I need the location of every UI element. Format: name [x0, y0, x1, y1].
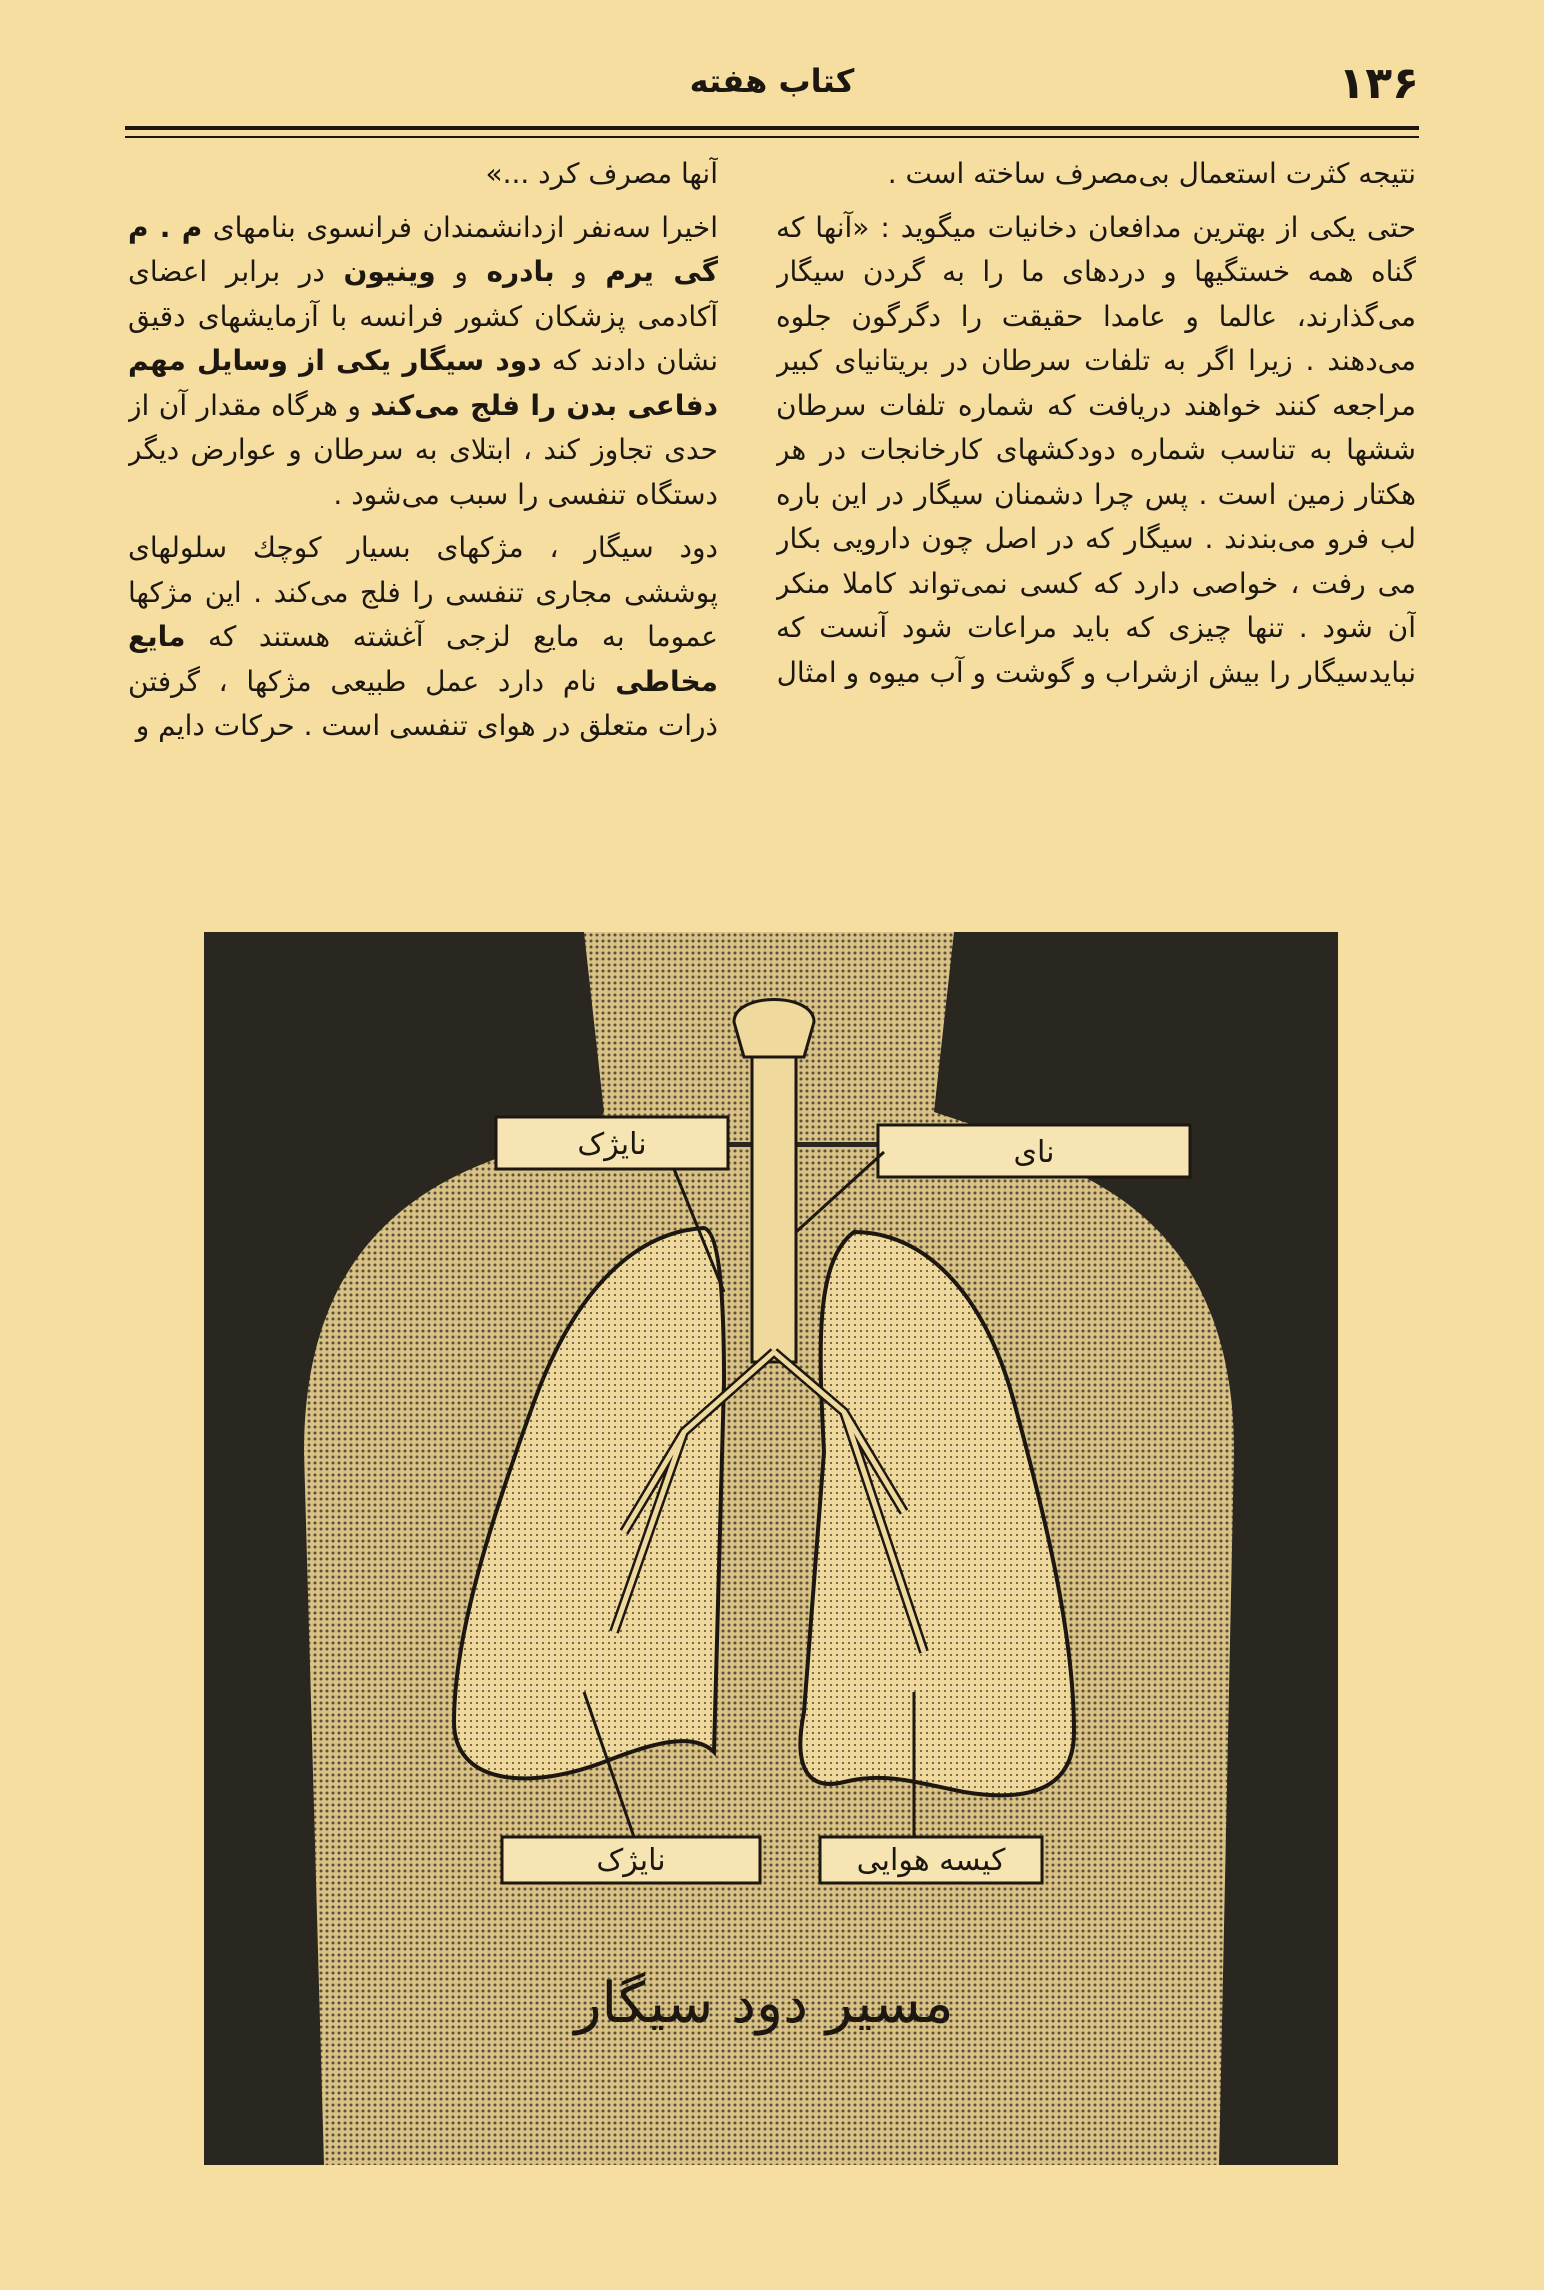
running-title: کتاب هفته: [689, 62, 855, 100]
text-run: نام دارد عمل طبیعی مژکها ، گرفتن ذرات متعلق در هوای تنفسی است . حرکات دایم و: [128, 664, 718, 742]
page-header: [125, 52, 1419, 132]
text-run: و: [554, 255, 606, 288]
scientist-names: م . م گی یرم: [128, 210, 718, 288]
header-rule: [125, 126, 1419, 130]
larynx: [734, 1000, 814, 1058]
paragraph: [128, 526, 718, 749]
trachea: [752, 1052, 796, 1362]
paragraph: آنها مصرف کرد ...»: [485, 157, 718, 190]
text-run: اخیرا سه‌نفر ازدانشمندان فرانسوی بنامهای: [202, 210, 718, 244]
figure-label: نایژک: [596, 1843, 666, 1878]
figure-label: نایژک: [577, 1127, 647, 1162]
scientist-name: بادره: [486, 255, 555, 288]
paragraph: [128, 206, 718, 518]
text-column-left: [128, 152, 718, 922]
header-rule-thin: [125, 136, 1419, 138]
lungs-diagram: [204, 932, 1338, 2165]
figure-label: کیسه هوایی: [856, 1843, 1006, 1878]
paragraph: نتیجه کثرت استعمال بی‌مصرف ساخته است .: [887, 157, 1416, 190]
lungs-illustration: [204, 932, 1338, 2165]
emphasized-text: مایع مخاطی: [128, 620, 718, 698]
figure-caption: مسیر دود سیگار: [574, 1971, 954, 2036]
text-run: و: [435, 255, 487, 288]
page-number: ۱۳۶: [1338, 58, 1419, 109]
text-column-right: [776, 152, 1416, 922]
text-run: و هرگاه مقدار آن از حدی تجاوز کند ، ابتلای به سرطان و عوارض دیگر دستگاه تنفسی را سبب می‌شود .: [128, 388, 718, 511]
text-run: در برابر اعضای آکادمی پزشکان کشور فرانسه با آزمایشهای دقیق نشان دادند که: [128, 255, 718, 377]
emphasized-text: دود سیگار یکی از وسایل مهم دفاعی بدن را فلج می‌کند: [128, 344, 718, 422]
scientist-name: وینیون: [343, 255, 436, 288]
figure-label: نای: [1013, 1135, 1055, 1170]
paragraph: حتی یکی از بهترین مدافعان دخانیات میگوید : «آنها که گناه همه خستگیها و دردهای ما را به گردن سیگار می‌گذارند، عالما و عامدا حقیقت را دگرگون جلوه می‌دهند . زیرا اگر به تلفات سرطان در بریتانیای کبیر مراجعه کنند خواهند دریافت که شماره تلفات سرطان ششها به تناسب شماره دودکشهای کارخانجات در هر هکتار زمین است . پس چرا دشمنان سیگار در این باره لب فرو می‌بندند . سیگار که در اصل چون دارویی بکار می رفت ، خواصی دارد که کسی نمی‌تواند کاملا منکر آن شود . تنها چیزی که باید مراعات شود آنست که نبایدسیگار را بیش ازشراب و گوشت و آب میوه و امثال: [776, 210, 1416, 689]
text-run: دود سیگار ، مژکهای بسیار کوچك سلولهای پوششی مجاری تنفسی را فلج می‌کند . این مژکها عموما به مایع لزجی آغشته هستند که: [128, 531, 718, 653]
